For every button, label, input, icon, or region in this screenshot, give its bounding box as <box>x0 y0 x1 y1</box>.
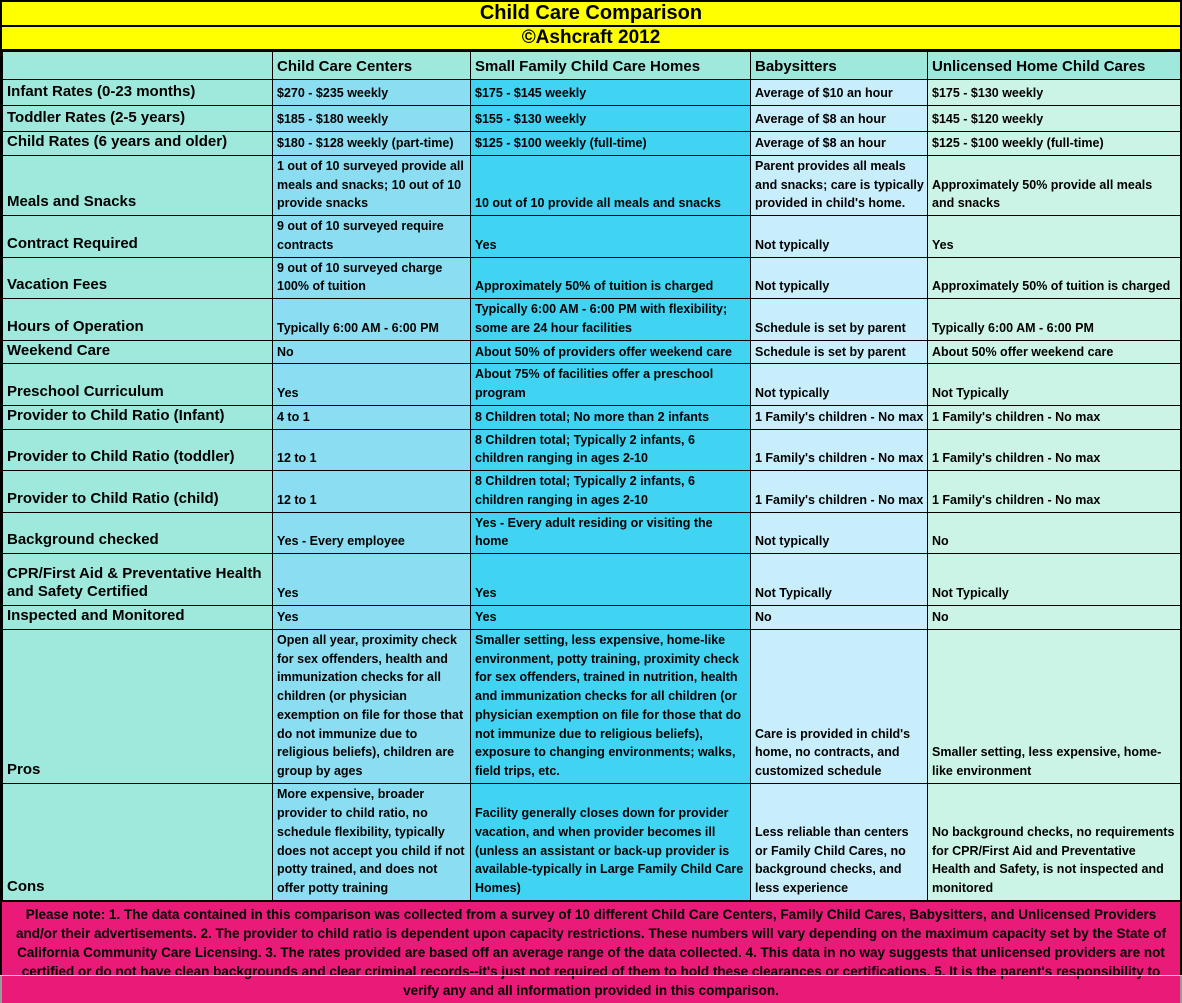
table-row <box>3 155 1181 215</box>
cell: $270 - $235 weekly <box>273 80 471 106</box>
cell: 8 Children total; Typically 2 infants, 6 children ranging in ages 2-10 <box>471 429 751 471</box>
cell: 1 Family's children - No max <box>928 429 1181 471</box>
table-row <box>3 405 1181 429</box>
cell: $125 - $100 weekly (full-time) <box>928 132 1181 156</box>
table-row <box>3 554 1181 606</box>
cell: 8 Children total; No more than 2 infants <box>471 405 751 429</box>
row-label: Vacation Fees <box>3 257 273 299</box>
cell: Approximately 50% of tuition is charged <box>471 257 751 299</box>
cell: Yes <box>471 606 751 630</box>
row-label: Hours of Operation <box>3 299 273 341</box>
table-row <box>3 340 1181 364</box>
table-row <box>3 257 1181 299</box>
table-row <box>3 606 1181 630</box>
cell: 1 Family's children - No max <box>928 471 1181 513</box>
cell: No <box>928 606 1181 630</box>
cell: Yes <box>471 554 751 606</box>
cell: 12 to 1 <box>273 429 471 471</box>
cell: About 50% of providers offer weekend care <box>471 340 751 364</box>
cell: Less reliable than centers or Family Child Cares, no background checks, and less experience <box>751 783 928 900</box>
copyright-text: ©Ashcraft 2012 <box>521 27 661 48</box>
cell: $175 - $145 weekly <box>471 80 751 106</box>
cell: $175 - $130 weekly <box>928 80 1181 106</box>
row-label: Pros <box>3 629 273 783</box>
cell: 10 out of 10 provide all meals and snacks <box>471 155 751 215</box>
row-label: Provider to Child Ratio (child) <box>3 471 273 513</box>
table-row <box>3 429 1181 471</box>
cell: 4 to 1 <box>273 405 471 429</box>
row-label: Cons <box>3 783 273 900</box>
table-row <box>3 512 1181 554</box>
table-row <box>3 364 1181 406</box>
cell: 12 to 1 <box>273 471 471 513</box>
row-label: Inspected and Monitored <box>3 606 273 630</box>
page-title-text: Child Care Comparison <box>479 2 703 24</box>
row-label: Weekend Care <box>3 340 273 364</box>
cell: $155 - $130 weekly <box>471 106 751 132</box>
cell: Facility generally closes down for provider vacation, and when provider becomes ill (unless an assistant or back-up provider is available-typically in Large Family Child Care Homes) <box>471 783 751 900</box>
table-row <box>3 783 1181 900</box>
row-label: Meals and Snacks <box>3 155 273 215</box>
row-label: Provider to Child Ratio (Infant) <box>3 405 273 429</box>
cell: $145 - $120 weekly <box>928 106 1181 132</box>
cell: $180 - $128 weekly (part-time) <box>273 132 471 156</box>
column-header: Babysitters <box>751 52 928 80</box>
row-label: Provider to Child Ratio (toddler) <box>3 429 273 471</box>
cell: $125 - $100 weekly (full-time) <box>471 132 751 156</box>
cell: Typically 6:00 AM - 6:00 PM <box>928 299 1181 341</box>
header-row <box>3 52 1181 80</box>
disclaimer-note: Please note: 1. The data contained in this comparison was collected from a survey of 10 different Child Care Centers, Family Child Cares, Babysitters, and Unlicensed Providers and/or their advertisements. 2. The provider to child ratio is dependent upon capacity restrictions. These numbers will vary depending on the maximum capacity set by the State of California Community Care Licensing. 3. The rates provided are based off an average range of the data collected. 4. This data in no way suggests that unlicensed providers are not certified or do not have clean backgrounds and clear criminal records--it's just not required of them to hold these clearances or certifications. 5. It is the parent's responsibility to verify any and all information provided in this comparison. <box>2 901 1180 1003</box>
row-label: Infant Rates (0-23 months) <box>3 80 273 106</box>
cell: Yes <box>273 364 471 406</box>
table-row <box>3 132 1181 156</box>
cell: Not typically <box>751 257 928 299</box>
cell: Smaller setting, less expensive, home-like environment, potty training, proximity check for sex offenders, trained in nutrition, health and immunization checks for all children (or physician exemption on file for those that do not immunize due to religious beliefs), exposure to changing environments; walks, field trips, etc. <box>471 629 751 783</box>
cell: $185 - $180 weekly <box>273 106 471 132</box>
cell: Not Typically <box>928 364 1181 406</box>
column-header: Child Care Centers <box>273 52 471 80</box>
cell: Approximately 50% provide all meals and snacks <box>928 155 1181 215</box>
cell: Smaller setting, less expensive, home-like environment <box>928 629 1181 783</box>
cell: Care is provided in child's home, no contracts, and customized schedule <box>751 629 928 783</box>
cell: 9 out of 10 surveyed require contracts <box>273 216 471 258</box>
page-title <box>2 2 1180 27</box>
cell: Not Typically <box>751 554 928 606</box>
cell: Yes <box>273 606 471 630</box>
cell: Typically 6:00 AM - 6:00 PM with flexibility; some are 24 hour facilities <box>471 299 751 341</box>
cell: 1 out of 10 surveyed provide all meals and snacks; 10 out of 10 provide snacks <box>273 155 471 215</box>
table-row <box>3 629 1181 783</box>
cell: Average of $10 an hour <box>751 80 928 106</box>
cell: No <box>751 606 928 630</box>
cell: 8 Children total; Typically 2 infants, 6 children ranging in ages 2-10 <box>471 471 751 513</box>
cell: Open all year, proximity check for sex offenders, health and immunization checks for all children (or physician exemption on file for those that do not immunize due to religious beliefs), children are group by ages <box>273 629 471 783</box>
table-row <box>3 106 1181 132</box>
corner-header-cell <box>3 52 273 80</box>
cell: Not Typically <box>928 554 1181 606</box>
cell: 1 Family's children - No max <box>751 405 928 429</box>
cell: About 50% offer weekend care <box>928 340 1181 364</box>
cell: No <box>273 340 471 364</box>
row-label: CPR/First Aid & Preventative Health and Safety Certified <box>3 554 273 606</box>
cell: Yes <box>273 554 471 606</box>
table-row <box>3 299 1181 341</box>
cell: No <box>928 512 1181 554</box>
cell: Average of $8 an hour <box>751 132 928 156</box>
copyright-subtitle <box>2 27 1180 51</box>
cell: No background checks, no requirements for CPR/First Aid and Preventative Health and Safety, is not inspected and monitored <box>928 783 1181 900</box>
cell: Approximately 50% of tuition is charged <box>928 257 1181 299</box>
cell: About 75% of facilities offer a preschool program <box>471 364 751 406</box>
cell: More expensive, broader provider to child ratio, no schedule flexibility, typically does not accept you child if not potty trained, and does not offer potty training <box>273 783 471 900</box>
row-label: Background checked <box>3 512 273 554</box>
cell: Not typically <box>751 512 928 554</box>
column-header: Small Family Child Care Homes <box>471 52 751 80</box>
row-label: Preschool Curriculum <box>3 364 273 406</box>
cell: 1 Family's children - No max <box>751 471 928 513</box>
cell: Schedule is set by parent <box>751 299 928 341</box>
cell: Yes <box>471 216 751 258</box>
cell: Parent provides all meals and snacks; care is typically provided in child's home. <box>751 155 928 215</box>
cell: Not typically <box>751 216 928 258</box>
table-row <box>3 471 1181 513</box>
table-row <box>3 80 1181 106</box>
comparison-table <box>2 51 1181 901</box>
cell: Average of $8 an hour <box>751 106 928 132</box>
cell: Typically 6:00 AM - 6:00 PM <box>273 299 471 341</box>
cell: Schedule is set by parent <box>751 340 928 364</box>
row-label: Contract Required <box>3 216 273 258</box>
table-row <box>3 216 1181 258</box>
cell: Yes - Every adult residing or visiting the home <box>471 512 751 554</box>
cell: 1 Family's children - No max <box>928 405 1181 429</box>
row-label: Child Rates (6 years and older) <box>3 132 273 156</box>
row-label: Toddler Rates (2-5 years) <box>3 106 273 132</box>
cell: Not typically <box>751 364 928 406</box>
cell: Yes - Every employee <box>273 512 471 554</box>
column-header: Unlicensed Home Child Cares <box>928 52 1181 80</box>
cell: Yes <box>928 216 1181 258</box>
cell: 1 Family's children - No max <box>751 429 928 471</box>
cell: 9 out of 10 surveyed charge 100% of tuition <box>273 257 471 299</box>
